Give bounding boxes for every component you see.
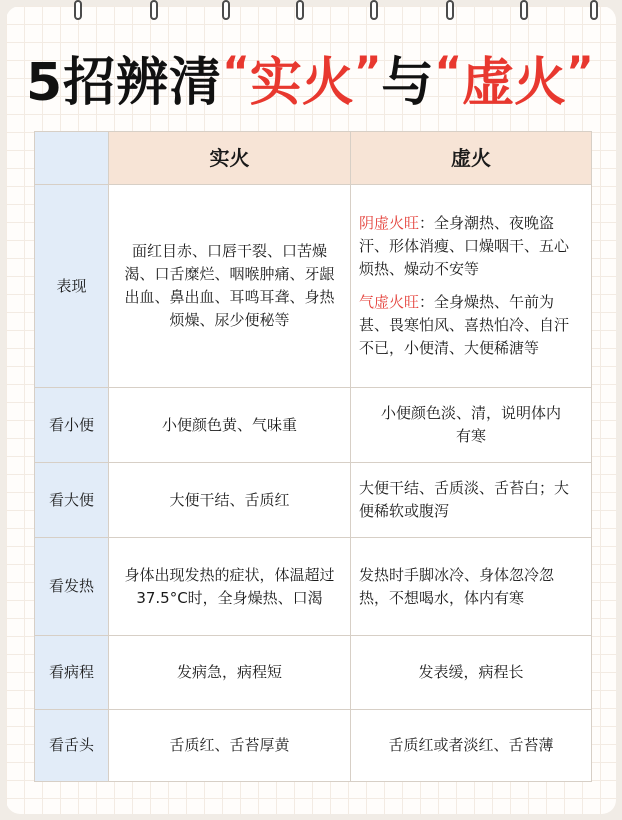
title-word-xu-huo: 虚火 xyxy=(462,53,567,113)
title-part1: 5招辨清 xyxy=(26,53,223,113)
title-close-quote-2: ” xyxy=(566,47,594,96)
cell-xu-fare: 发热时手脚冰冷、身体忽冷忽热，不想喝水，体内有寒 xyxy=(351,538,592,636)
row-label-fare: 看发热 xyxy=(35,538,109,636)
binder-ring-icon xyxy=(74,0,82,20)
binder-ring-icon xyxy=(520,0,528,20)
header-xu-huo: 虚火 xyxy=(351,132,592,185)
cell-xu-shetou: 舌质红或者淡红、舌苔薄 xyxy=(351,710,592,782)
row-label-biaoxian: 表现 xyxy=(35,185,109,388)
binder-ring-icon xyxy=(590,0,598,20)
row-label-bingcheng: 看病程 xyxy=(35,636,109,710)
table-row xyxy=(35,710,592,782)
xu-paragraph-yinxu xyxy=(359,212,583,281)
cell-shi-biaoxian: 面红目赤、口唇干裂、口苦燥渴、口舌糜烂、咽喉肿痛、牙龈出血、鼻出血、耳鸣耳聋、身热烦燥、尿少便秘等 xyxy=(109,185,351,388)
page-title xyxy=(26,40,594,113)
cell-shi-fare: 身体出现发热的症状，体温超过37.5°C时，全身燥热、口渴 xyxy=(109,538,351,636)
label-qixu-huowang: 气虚火旺 xyxy=(359,293,420,311)
binder-ring-icon xyxy=(296,0,304,20)
table-row xyxy=(35,538,592,636)
header-shi-huo: 实火 xyxy=(109,132,351,185)
notebook-rings xyxy=(0,0,622,24)
table-row xyxy=(35,636,592,710)
title-close-quote-1: ” xyxy=(353,47,382,96)
row-label-xiaobian: 看小便 xyxy=(35,388,109,463)
table-row xyxy=(35,185,592,388)
cell-shi-bingcheng: 发病急，病程短 xyxy=(109,636,351,710)
row-label-dabian: 看大便 xyxy=(35,463,109,538)
title-word-shi-huo: 实火 xyxy=(249,53,354,113)
title-open-quote-1: “ xyxy=(222,47,250,96)
header-corner xyxy=(35,132,109,185)
table-row xyxy=(35,388,592,463)
cell-shi-shetou: 舌质红、舌苔厚黄 xyxy=(109,710,351,782)
binder-ring-icon xyxy=(446,0,454,20)
binder-ring-icon xyxy=(370,0,378,20)
comparison-table xyxy=(34,131,592,782)
comparison-table-wrap xyxy=(34,131,591,811)
table-header-row xyxy=(35,132,592,185)
text-yinxu: ：全身潮热、夜晚盗汗、形体消瘦、口燥咽干、五心烦热、燥动不安等 xyxy=(359,214,570,278)
cell-xu-dabian: 大便干结、舌质淡、舌苔白；大便稀软或腹泻 xyxy=(351,463,592,538)
title-open-quote-2: “ xyxy=(434,47,463,96)
cell-xu-xiaobian: 小便颜色淡、清，说明体内有寒 xyxy=(351,388,592,463)
label-yinxu-huowang: 阴虚火旺 xyxy=(359,214,420,232)
cell-shi-xiaobian: 小便颜色黄、气味重 xyxy=(109,388,351,463)
title-connector: 与 xyxy=(381,53,435,113)
cell-xu-bingcheng: 发表缓，病程长 xyxy=(351,636,592,710)
cell-xu-biaoxian xyxy=(351,185,592,388)
text-qixu: ：全身燥热、午前为甚、畏寒怕风、喜热怕冷、自汗不已，小便清、大便稀溏等 xyxy=(359,293,570,357)
binder-ring-icon xyxy=(222,0,230,20)
cell-shi-dabian: 大便干结、舌质红 xyxy=(109,463,351,538)
table-row xyxy=(35,463,592,538)
xu-paragraph-qixu xyxy=(359,291,583,360)
binder-ring-icon xyxy=(150,0,158,20)
row-label-shetou: 看舌头 xyxy=(35,710,109,782)
